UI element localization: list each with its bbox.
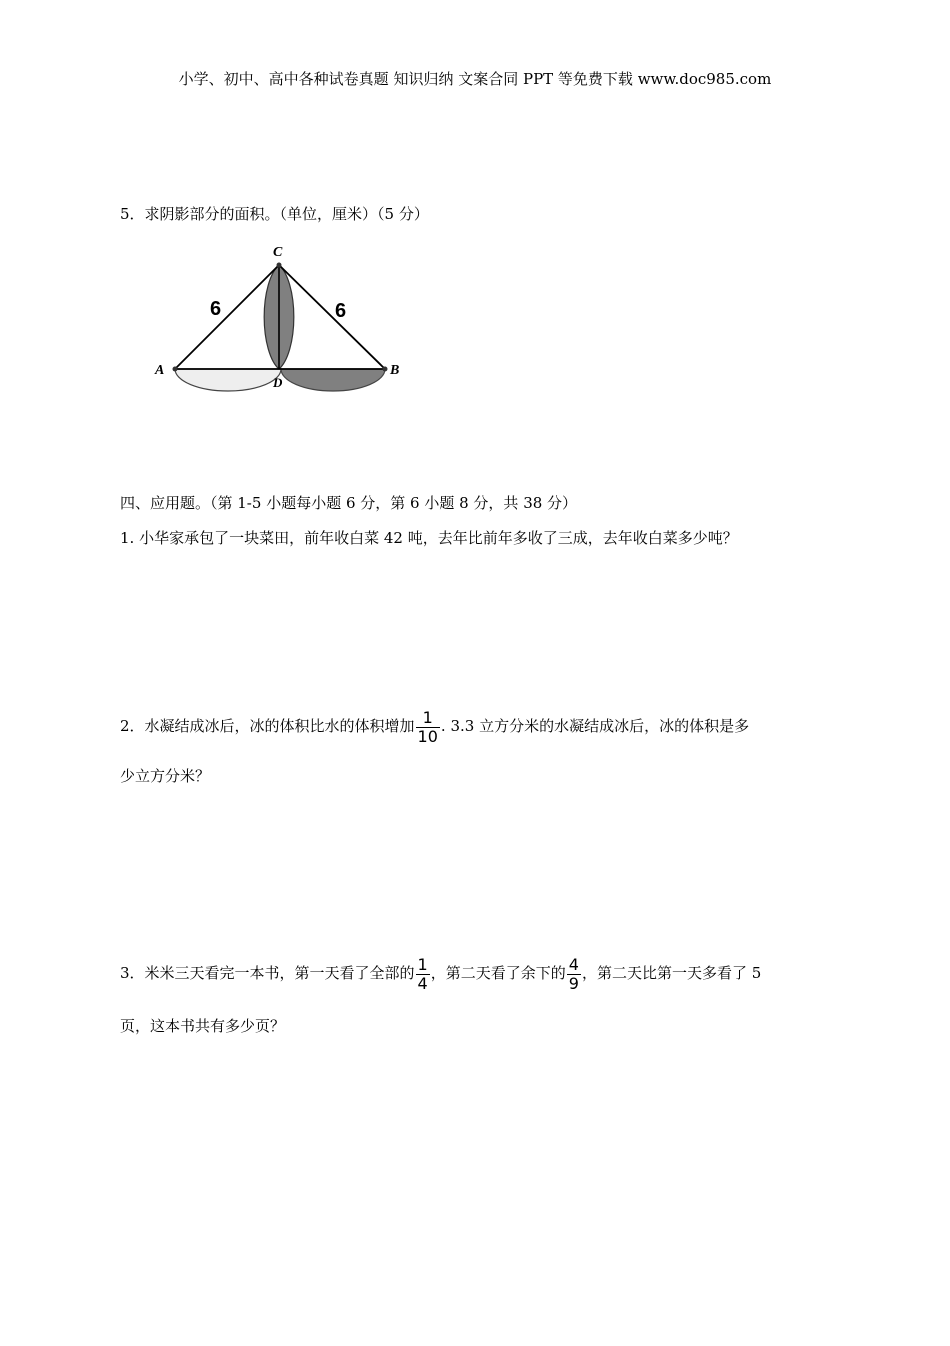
- fraction-one-quarter: [416, 956, 430, 993]
- label-d: D: [273, 375, 283, 390]
- side-bc-length: 6: [335, 300, 347, 322]
- fraction-denominator: 4: [417, 973, 428, 993]
- problem-3-line-1: [120, 953, 761, 993]
- label-c: C: [273, 245, 283, 260]
- fraction-numerator: 1: [417, 954, 428, 974]
- section-4-title: 四、应用题。（第 1-5 小题每小题 6 分，第 6 小题 8 分，共 38 分）: [120, 494, 578, 512]
- problem-3-mid: ，第二天看了余下的: [430, 964, 566, 982]
- side-ac-length: 6: [210, 298, 222, 320]
- semicircle-db: [281, 369, 385, 391]
- fraction-numerator: 4: [568, 954, 579, 974]
- vertex-a-dot: [173, 367, 178, 372]
- triangle-figure: [150, 240, 410, 400]
- fraction-numerator: 1: [416, 709, 440, 728]
- fraction-denominator: 10: [417, 726, 438, 746]
- fraction-four-ninths: [567, 956, 581, 993]
- vertex-b-dot: [383, 367, 388, 372]
- problem-2-pre: 2．水凝结成冰后，冰的体积比水的体积增加: [120, 717, 415, 735]
- problem-2-line-1: [120, 706, 749, 746]
- label-b: B: [390, 363, 400, 378]
- side-bc: [279, 265, 385, 369]
- problem-3-line-2: 页，这本书共有多少页？: [120, 1017, 286, 1035]
- vertex-c-dot: [277, 263, 282, 268]
- problem-2-post: . 3.3 立方分米的水凝结成冰后，冰的体积是多: [440, 717, 750, 735]
- problem-1-text: 1. 小华家承包了一块菜田，前年收白菜 42 吨，去年比前年多收了三成，去年收白菜多少吨？: [120, 529, 738, 547]
- triangle-diagram: [150, 240, 410, 400]
- problem-3-post: ，第二天比第一天多看了 5: [581, 964, 762, 982]
- semicircle-ad: [175, 369, 281, 391]
- page-header: 小学、初中、高中各种试卷真题 知识归纳 文案合同 PPT 等免费下载 www.doc985.com: [178, 70, 772, 88]
- problem-3-pre: 3．米米三天看完一本书，第一天看了全部的: [120, 964, 415, 982]
- label-a: A: [155, 363, 165, 378]
- question-5-text: 5．求阴影部分的面积。（单位，厘米）（5 分）: [120, 205, 429, 223]
- side-ac: [175, 265, 279, 369]
- problem-2-line-2: 少立方分米？: [120, 767, 211, 785]
- fraction-denominator: 9: [568, 973, 579, 993]
- fraction-one-tenth: [416, 709, 440, 746]
